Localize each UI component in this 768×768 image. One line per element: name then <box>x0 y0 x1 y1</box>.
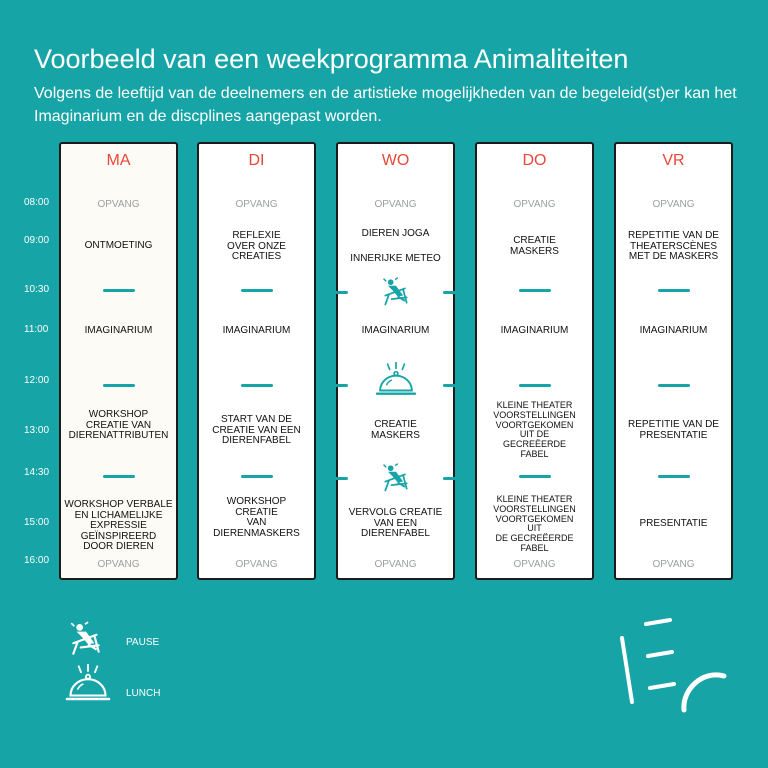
break-dash <box>241 289 273 292</box>
deckchair-icon <box>64 620 108 658</box>
activity-afternoon-2: VERVOLG CREATIE VAN EEN DIERENFABEL <box>348 507 443 539</box>
activity-afternoon-2: KLEINE THEATER VOORSTELLINGEN VOORTGEKOMEN UIT DE GECREËERDE FABEL <box>493 494 576 553</box>
break-dash <box>519 384 551 387</box>
activity-opvang: OPVANG <box>374 199 417 210</box>
lunch-marker <box>316 362 475 398</box>
legend-pause-label: PAUSE <box>126 637 160 648</box>
break-dash <box>103 384 135 387</box>
break-line <box>318 384 348 387</box>
activity-imaginarium: IMAGINARIUM <box>222 325 291 336</box>
day-name: DI <box>248 152 265 169</box>
activity-afternoon-1: START VAN DE CREATIE VAN EEN DIERENFABEL <box>212 414 301 446</box>
deckchair-icon <box>378 462 414 494</box>
activity-morning-b: INNERIJKE METEO <box>350 253 441 264</box>
activity-imaginarium: IMAGINARIUM <box>500 325 569 336</box>
time-label: 15:00 <box>24 517 50 528</box>
activity-afternoon-1: KLEINE THEATER VOORSTELLINGEN VOORTGEKOMEN UIT DE GECREËERDE FABEL <box>493 400 576 459</box>
activity-afternoon-1: CREATIE MASKERS <box>371 419 420 441</box>
time-label: 12:00 <box>24 375 50 386</box>
break-dash <box>658 289 690 292</box>
cloche-icon <box>64 664 112 706</box>
day-column-wo <box>336 142 455 580</box>
activity-afternoon-1: WORKSHOP CREATIE VAN DIERENATTRIBUTEN <box>68 409 169 441</box>
activity-morning: CREATIE MASKERS <box>510 235 559 257</box>
activity-opvang: OPVANG <box>652 199 695 210</box>
time-label: 10:30 <box>24 284 50 295</box>
pause-marker <box>316 276 475 306</box>
day-column-ma <box>59 142 178 580</box>
break-dash <box>103 475 135 478</box>
activity-imaginarium: IMAGINARIUM <box>84 325 153 336</box>
activity-morning: ONTMOETING <box>84 240 153 251</box>
time-label: 16:00 <box>24 555 50 566</box>
day-name: VR <box>662 152 685 169</box>
activity-afternoon-2: WORKSHOP CREATIE VAN DIERENMASKERS <box>213 496 300 539</box>
break-dash <box>519 289 551 292</box>
activity-opvang: OPVANG <box>97 559 140 570</box>
day-column-vr <box>614 142 733 580</box>
break-dash <box>519 475 551 478</box>
break-dash <box>658 384 690 387</box>
day-name: WO <box>381 152 410 169</box>
time-label: 11:00 <box>24 324 49 335</box>
time-label: 13:00 <box>24 425 50 436</box>
page-title: Voorbeeld van een weekprogramma Animaliteiten <box>34 44 629 74</box>
cloche-icon <box>374 362 418 400</box>
break-dash <box>241 475 273 478</box>
activity-opvang: OPVANG <box>513 559 556 570</box>
page-subtitle: Volgens de leeftijd van de deelnemers en de artistieke mogelijkheden van de begeleid(st)er kan het Imaginarium en de discplines aangepast worden. <box>34 85 737 125</box>
break-line <box>443 477 473 480</box>
time-label: 09:00 <box>24 235 50 246</box>
legend-lunch-label: LUNCH <box>126 688 161 699</box>
activity-afternoon-1: REPETITIE VAN DE PRESENTATIE <box>628 419 719 441</box>
time-label: 14:30 <box>24 467 50 478</box>
activity-opvang: OPVANG <box>235 559 278 570</box>
activity-afternoon-2: WORKSHOP VERBALE EN LICHAMELIJKE EXPRESSIE GEÏNSPIREERD DOOR DIEREN <box>64 499 173 552</box>
activity-opvang: OPVANG <box>374 559 417 570</box>
day-name: MA <box>106 152 131 169</box>
break-line <box>318 477 348 480</box>
break-line <box>443 384 473 387</box>
break-dash <box>658 475 690 478</box>
activity-imaginarium: IMAGINARIUM <box>639 325 708 336</box>
activity-opvang: OPVANG <box>235 199 278 210</box>
break-dash <box>103 289 135 292</box>
activity-morning: REPETITIE VAN DE THEATERSCÈNES MET DE MASKERS <box>628 230 719 262</box>
activity-opvang: OPVANG <box>513 199 556 210</box>
activity-afternoon-2: PRESENTATIE <box>639 518 708 529</box>
pause-marker <box>316 462 475 492</box>
activity-opvang: OPVANG <box>652 559 695 570</box>
break-dash <box>241 384 273 387</box>
brand-logo <box>612 610 742 720</box>
activity-opvang: OPVANG <box>97 199 140 210</box>
time-label: 08:00 <box>24 197 50 208</box>
activity-imaginarium: IMAGINARIUM <box>361 325 430 336</box>
break-line <box>443 291 473 294</box>
break-line <box>318 291 348 294</box>
activity-morning: REFLEXIE OVER ONZE CREATIES <box>227 230 286 262</box>
activity-morning: DIEREN JOGA <box>361 228 430 239</box>
deckchair-icon <box>378 276 414 308</box>
day-name: DO <box>522 152 547 169</box>
day-column-do <box>475 142 594 580</box>
day-column-di <box>197 142 316 580</box>
